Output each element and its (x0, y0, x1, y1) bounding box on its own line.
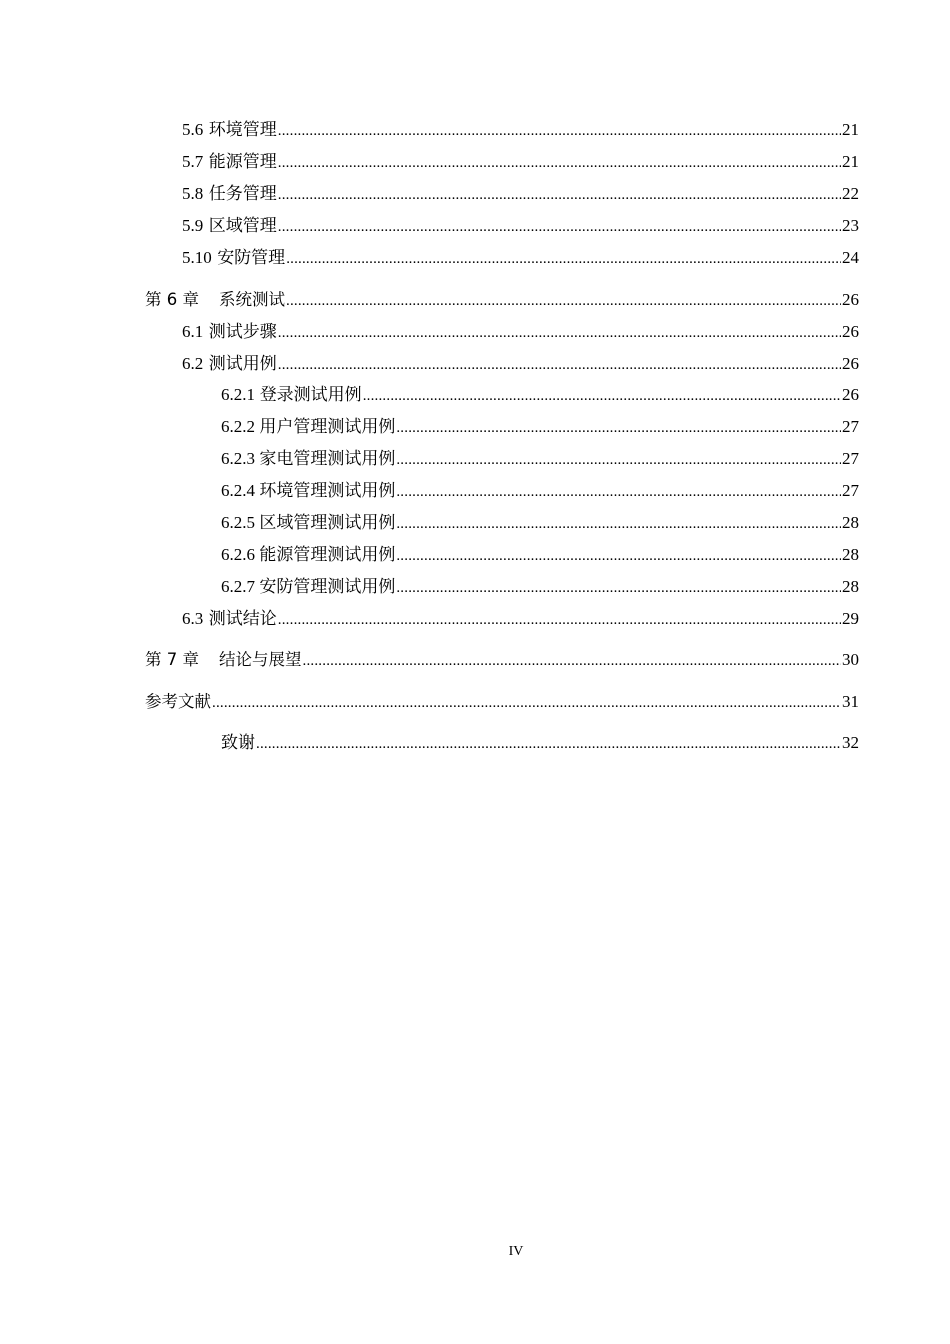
toc-entry[interactable] (182, 215, 859, 237)
toc-entry-page: 28 (842, 577, 859, 596)
toc-entry-title: 登录测试用例 (259, 385, 362, 404)
toc-entry-page: 24 (842, 248, 859, 267)
toc-entry-number: 6.2.5 (221, 513, 255, 532)
toc-entry[interactable] (182, 119, 859, 141)
toc-entry[interactable] (182, 608, 859, 630)
toc-entry-title: 参考文献 (145, 692, 211, 711)
toc-dot-leader (396, 450, 841, 470)
toc-entry[interactable] (182, 151, 859, 173)
toc-entry[interactable] (221, 448, 859, 470)
toc-dot-leader (396, 482, 841, 502)
toc-entry-title: 环境管理 (208, 120, 277, 139)
toc-entry-number: 6.2.6 (221, 545, 255, 564)
toc-entry-number: 5.7 (182, 152, 204, 171)
toc-entry-page: 26 (842, 322, 859, 341)
toc-entry-title: 能源管理测试用例 (259, 545, 396, 564)
toc-entry-page: 23 (842, 216, 859, 235)
toc-dot-leader (396, 546, 841, 566)
toc-dot-leader (278, 185, 841, 205)
toc-entry-number: 第 7 章 (145, 650, 199, 669)
toc-entry-title: 系统测试 (219, 290, 285, 309)
toc-entry[interactable] (145, 289, 859, 311)
toc-entry-title: 区域管理 (208, 216, 277, 235)
toc-entry[interactable] (221, 512, 859, 534)
toc-entry[interactable] (182, 183, 859, 205)
toc-entry-page: 21 (842, 120, 859, 139)
toc-entry-title: 测试用例 (208, 354, 277, 373)
toc-entry-title: 测试步骤 (208, 322, 277, 341)
toc-entry-number: 6.2.3 (221, 449, 255, 468)
toc-entry-title: 区域管理测试用例 (259, 513, 396, 532)
toc-entry-page: 32 (842, 733, 859, 752)
toc-entry[interactable] (182, 247, 859, 269)
toc-entry[interactable] (145, 691, 859, 713)
toc-entry-page: 22 (842, 184, 859, 203)
toc-entry-title: 用户管理测试用例 (259, 417, 396, 436)
toc-dot-leader (278, 121, 841, 141)
toc-entry-number: 6.3 (182, 609, 204, 628)
toc-entry-title: 能源管理 (208, 152, 277, 171)
toc-entry[interactable] (145, 649, 859, 671)
toc-entry-number: 第 6 章 (145, 290, 199, 309)
toc-dot-leader (278, 153, 841, 173)
toc-dot-leader (278, 323, 841, 343)
toc-dot-leader (256, 734, 841, 754)
toc-entry-number: 5.9 (182, 216, 204, 235)
toc-entry-page: 28 (842, 513, 859, 532)
toc-entry-page: 21 (842, 152, 859, 171)
toc-dot-leader (286, 249, 841, 269)
toc-entry-page: 29 (842, 609, 859, 628)
toc-entry-title: 环境管理测试用例 (259, 481, 396, 500)
toc-entry-number: 6.2 (182, 354, 204, 373)
toc-entry-number: 6.1 (182, 322, 204, 341)
toc-dot-leader (286, 291, 841, 311)
toc-entry-page: 30 (842, 650, 859, 669)
toc-entry-title: 任务管理 (208, 184, 277, 203)
toc-entry-number: 5.10 (182, 248, 212, 267)
toc-entry[interactable] (221, 544, 859, 566)
toc-dot-leader (396, 418, 841, 438)
toc-entry[interactable] (182, 353, 859, 375)
toc-entry-page: 31 (842, 692, 859, 711)
toc-entry[interactable] (221, 576, 859, 598)
page-number: IV (508, 1244, 524, 1259)
toc-entry-page: 28 (842, 545, 859, 564)
toc-entry-title: 家电管理测试用例 (259, 449, 396, 468)
toc-entry-number: 5.6 (182, 120, 204, 139)
toc-entry[interactable] (221, 384, 859, 406)
toc-dot-leader (396, 578, 841, 598)
toc-entry-number: 6.2.1 (221, 385, 255, 404)
toc-entry[interactable] (182, 321, 859, 343)
toc-entry-page: 27 (842, 449, 859, 468)
toc-dot-leader (363, 386, 841, 406)
toc-entry[interactable] (221, 732, 859, 754)
toc-entry-page: 26 (842, 290, 859, 309)
toc-entry-page: 27 (842, 417, 859, 436)
toc-entry-title: 结论与展望 (219, 650, 302, 669)
toc-entry-number: 6.2.4 (221, 481, 255, 500)
toc-entry-number: 5.8 (182, 184, 204, 203)
toc-entry-page: 26 (842, 354, 859, 373)
toc-entry-title: 安防管理 (217, 248, 286, 267)
toc-entry-number: 6.2.2 (221, 417, 255, 436)
toc-entry-page: 27 (842, 481, 859, 500)
toc-dot-leader (212, 693, 841, 713)
toc-entry[interactable] (221, 416, 859, 438)
toc-entry[interactable] (221, 480, 859, 502)
toc-dot-leader (278, 217, 841, 237)
toc-dot-leader (278, 355, 841, 375)
toc-entry-title: 致谢 (221, 733, 255, 752)
toc-dot-leader (303, 651, 842, 671)
toc-entry-title: 安防管理测试用例 (259, 577, 396, 596)
toc-dot-leader (278, 610, 841, 630)
toc-entry-page: 26 (842, 385, 859, 404)
toc-entry-title: 测试结论 (208, 609, 277, 628)
toc-entry-number: 6.2.7 (221, 577, 255, 596)
toc-dot-leader (396, 514, 841, 534)
